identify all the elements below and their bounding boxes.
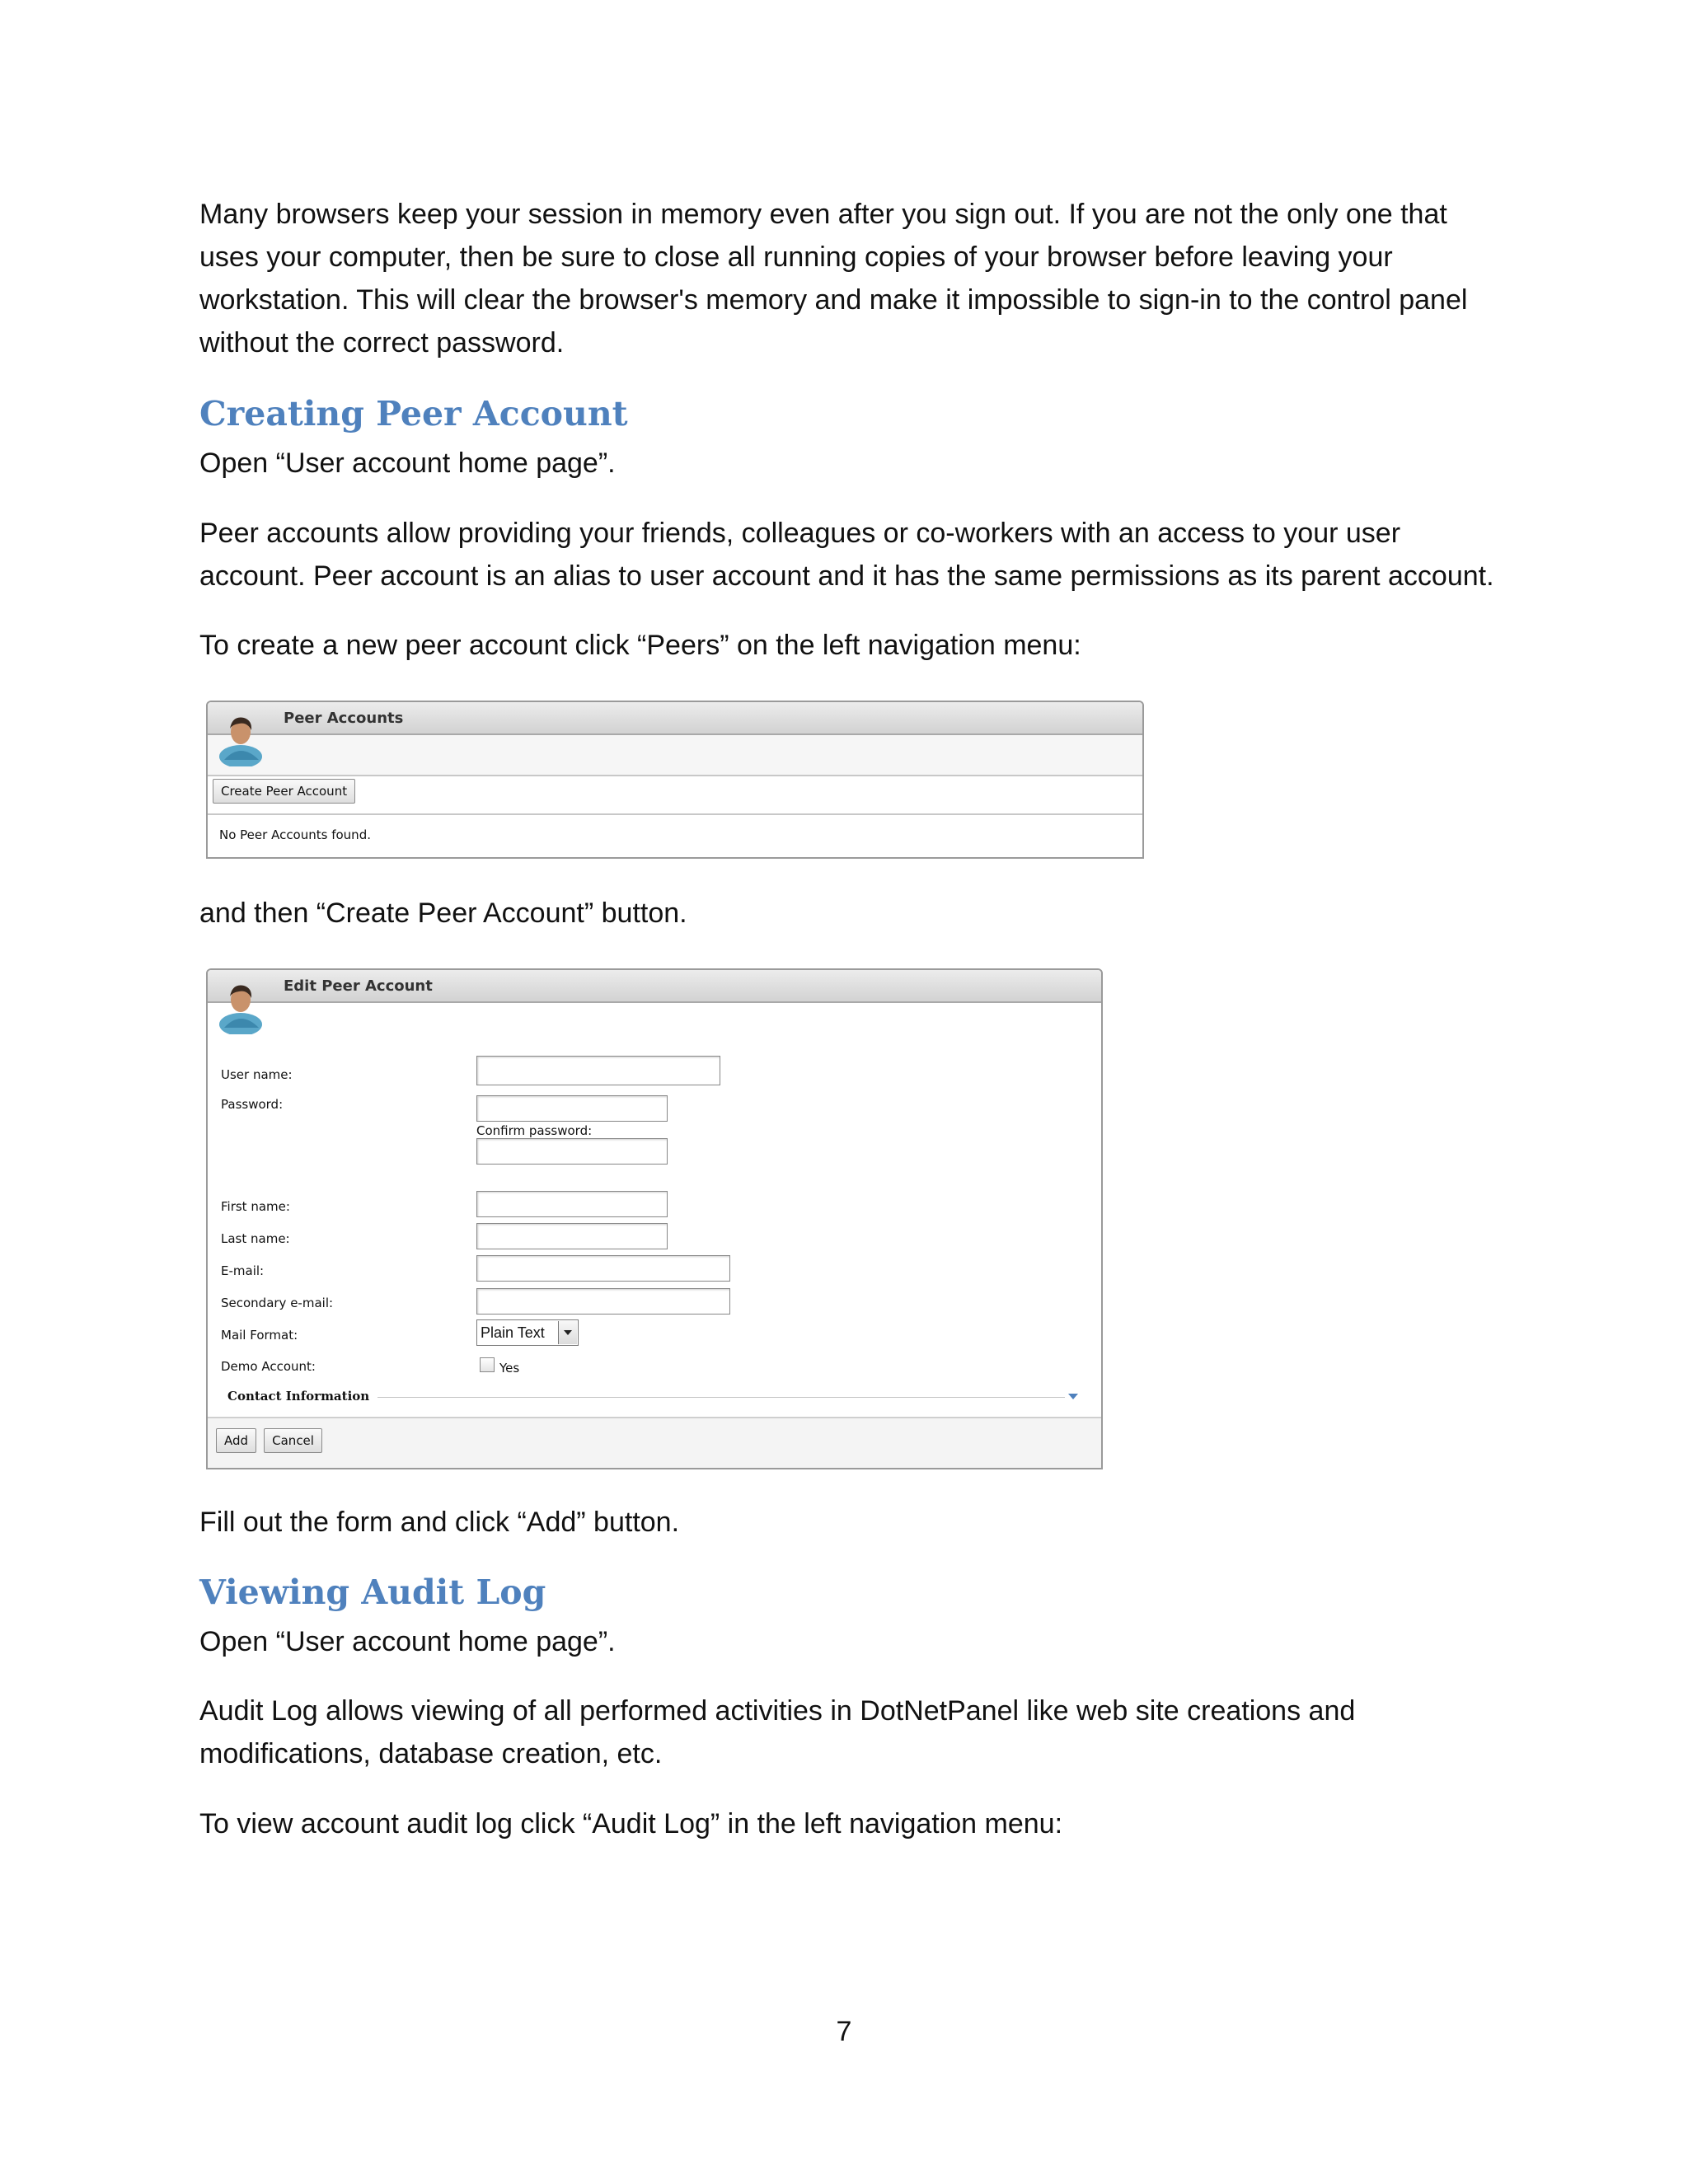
confirm-password-input[interactable] bbox=[476, 1138, 668, 1165]
password-input[interactable] bbox=[476, 1095, 668, 1122]
peer-accounts-panel bbox=[206, 701, 1144, 859]
page-number: 7 bbox=[836, 2016, 852, 2047]
empty-message: No Peer Accounts found. bbox=[219, 827, 371, 842]
user-name-input[interactable] bbox=[476, 1056, 720, 1085]
user-avatar-icon bbox=[216, 977, 269, 1034]
paragraph-open-home-1: Open “User account home page”. bbox=[199, 448, 616, 479]
demo-checkbox-label: Yes bbox=[499, 1361, 520, 1376]
password-label: Password: bbox=[221, 1097, 284, 1112]
chevron-down-icon[interactable] bbox=[558, 1321, 577, 1344]
heading-viewing-audit-log: Viewing Audit Log bbox=[199, 1572, 546, 1612]
paragraph-open-home-2: Open “User account home page”. bbox=[199, 1626, 616, 1657]
panel-footer bbox=[208, 1417, 1101, 1469]
edit-peer-account-panel bbox=[206, 968, 1103, 1469]
paragraph-peer-description: Peer accounts allow providing your friends, colleagues or co-workers with an access to your user account. Peer account is an alias to user account and it has the same permissions as its parent account. bbox=[199, 518, 1494, 592]
paragraph-then-create: and then “Create Peer Account” button. bbox=[199, 898, 687, 929]
mail-format-label: Mail Format: bbox=[221, 1328, 298, 1343]
mail-format-value: Plain Text bbox=[481, 1324, 545, 1341]
contact-information-heading[interactable]: Contact Information bbox=[227, 1389, 370, 1404]
paragraph-audit-instruction: To view account audit log click “Audit Log” in the left navigation menu: bbox=[199, 1808, 1063, 1840]
divider bbox=[377, 1397, 1065, 1398]
panel-header bbox=[208, 970, 1101, 1003]
divider bbox=[208, 775, 1142, 776]
confirm-password-label: Confirm password: bbox=[476, 1123, 593, 1138]
email-input[interactable] bbox=[476, 1255, 730, 1282]
create-peer-account-button[interactable]: Create Peer Account bbox=[213, 779, 355, 804]
demo-account-label: Demo Account: bbox=[221, 1359, 316, 1374]
user-avatar-icon bbox=[216, 709, 269, 766]
secondary-email-input[interactable] bbox=[476, 1288, 730, 1315]
panel-title: Peer Accounts bbox=[284, 710, 404, 727]
user-name-label: User name: bbox=[221, 1067, 293, 1082]
email-label: E-mail: bbox=[221, 1263, 265, 1278]
last-name-input[interactable] bbox=[476, 1223, 668, 1249]
secondary-email-label: Secondary e-mail: bbox=[221, 1296, 334, 1310]
paragraph-session-warning: Many browsers keep your session in memory even after you sign out. If you are not the only one that uses your computer, then be sure to close all running copies of your browser before leaving your workstation. This will clear the browser's memory and make it impossible to sign-in to the control panel without the correct password. bbox=[199, 199, 1468, 359]
first-name-label: First name: bbox=[221, 1199, 290, 1214]
heading-creating-peer-account: Creating Peer Account bbox=[199, 394, 628, 434]
paragraph-audit-description: Audit Log allows viewing of all performed activities in DotNetPanel like web site creations and modifications, database creation, etc. bbox=[199, 1695, 1356, 1769]
last-name-label: Last name: bbox=[221, 1231, 290, 1246]
panel-body bbox=[208, 735, 1142, 776]
first-name-input[interactable] bbox=[476, 1191, 668, 1217]
panel-header bbox=[208, 702, 1142, 735]
panel-title: Edit Peer Account bbox=[284, 977, 433, 995]
divider bbox=[208, 813, 1142, 815]
paragraph-peers-instruction: To create a new peer account click “Peers” on the left navigation menu: bbox=[199, 630, 1081, 661]
demo-account-checkbox[interactable] bbox=[480, 1357, 495, 1372]
add-button[interactable]: Add bbox=[216, 1428, 256, 1453]
cancel-button[interactable]: Cancel bbox=[264, 1428, 322, 1453]
expand-arrow-icon[interactable] bbox=[1068, 1394, 1078, 1399]
mail-format-select[interactable] bbox=[476, 1319, 579, 1346]
paragraph-fill-form: Fill out the form and click “Add” button. bbox=[199, 1507, 680, 1538]
